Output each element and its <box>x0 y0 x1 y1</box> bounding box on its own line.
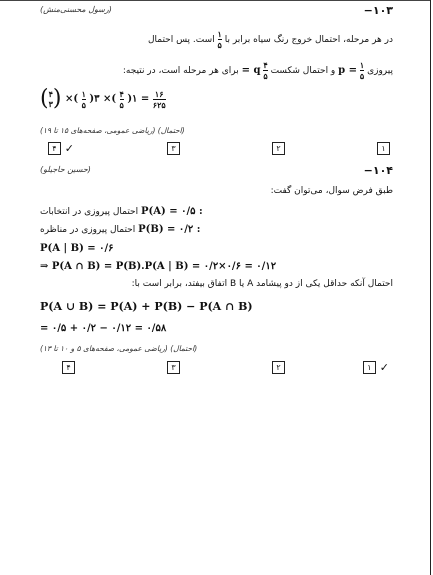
frac-numerator: ۱ <box>81 88 86 99</box>
q103-options <box>40 142 390 156</box>
pb-equation: P(B) = ۰/۲ : <box>138 224 201 235</box>
frac-denominator: ۵ <box>81 99 86 110</box>
binom-bottom: ۳ <box>48 99 53 109</box>
option-number-box: ۴ <box>62 361 75 374</box>
result-fraction <box>153 90 166 109</box>
frac-denominator: ۵ <box>263 71 268 81</box>
q103-option-3[interactable] <box>167 142 180 154</box>
q104-line4: ⇒ P(A ∩ B) = P(B).P(A | B) = ۰/۲×۰/۶ = ۰/۱۲ <box>40 261 277 272</box>
frac-denominator: ۵ <box>119 99 124 110</box>
q104-line5: احتمال آنکه حداقل یکی از دو پیشامد A یا B اتفاق بیفتد، برابر است با: <box>131 279 393 289</box>
pa-equation: P(A) = ۰/۵ : <box>141 206 203 217</box>
q-fraction <box>263 61 267 80</box>
q104-reference: (احتمال) (ریاضی عمومی، صفحه‌های ۵ و ۱۰ تا ۱۳) <box>40 344 198 353</box>
q103-line1 <box>40 30 393 49</box>
frac-denominator: ۵ <box>217 40 222 50</box>
q104-option-3[interactable] <box>167 361 180 373</box>
frac-numerator: ۱ <box>359 60 365 70</box>
q103-option-1[interactable] <box>377 142 390 154</box>
option-number-box: ۳ <box>167 142 180 155</box>
q103-line1-b: است. پس احتمال <box>147 35 215 45</box>
option-number-box: ۱ <box>377 142 390 155</box>
option-number-box: ۴ <box>48 142 61 155</box>
q104-options <box>40 361 390 375</box>
option-number-box: ۳ <box>167 361 180 374</box>
q104-line2 <box>40 224 393 235</box>
q104-option-1[interactable] <box>363 361 390 373</box>
check-mark-icon: ✓ <box>379 361 389 374</box>
q103-line2-a: پیروزی <box>367 66 393 76</box>
times-open-1: ×( <box>64 93 79 105</box>
binomial-coefficient: ( ۴ ۳ ) <box>40 86 62 111</box>
q103-binomial-formula <box>40 88 166 110</box>
q103-header <box>40 4 393 18</box>
q103-option-2[interactable] <box>272 142 285 154</box>
binom-top: ۴ <box>48 89 53 99</box>
check-mark-icon: ✓ <box>64 142 74 155</box>
exp-close-2: )۱ = <box>127 93 150 105</box>
frac-denominator: ۵ <box>359 71 365 81</box>
q104-author: (حسین حاجیلو) <box>40 165 91 174</box>
q104-option-4[interactable] <box>62 361 75 373</box>
q103-reference: (احتمال) (ریاضی عمومی، صفحه‌های ۱۵ تا ۱۹) <box>40 126 185 135</box>
q103-black-prob-fraction <box>218 30 222 49</box>
q104-line3: P(A | B) = ۰/۶ <box>40 243 114 254</box>
frac-numerator: ۴ <box>263 60 268 70</box>
pb-text: احتمال پیروزی در مناظره <box>40 225 136 235</box>
option-number-box: ۱ <box>363 361 376 374</box>
q103-number: −۱۰۳ <box>363 4 393 17</box>
option-number-box: ۲ <box>272 142 285 155</box>
four-fifths-fraction <box>120 90 124 109</box>
p-fraction <box>360 61 364 80</box>
q103-author: (رسول محسنی‌منش) <box>40 5 112 14</box>
p-label: p = <box>338 65 358 76</box>
top-rule <box>0 0 431 1</box>
q104-option-2[interactable] <box>272 361 285 373</box>
frac-numerator: ۴ <box>119 88 124 99</box>
q103-line1-a: در هر مرحله، احتمال خروج رنگ سیاه برابر با <box>224 35 393 45</box>
q-label: = q <box>241 65 261 76</box>
q104-number: −۱۰۴ <box>363 164 393 177</box>
q103-line2-b: و احتمال شکست <box>270 66 336 76</box>
q104-line6: P(A ∪ B) = P(A) + P(B) − P(A ∩ B) <box>40 300 253 313</box>
frac-denominator: ۶۲۵ <box>152 99 166 110</box>
pa-text: احتمال پیروزی در انتخابات <box>40 207 139 217</box>
q103-option-4[interactable] <box>48 142 75 154</box>
q104-line1 <box>40 206 393 217</box>
q103-line2-c: برای هر مرحله است، در نتیجه: <box>122 66 239 76</box>
q104-intro: طبق فرض سوال، می‌توان گفت: <box>270 186 393 196</box>
q104-header <box>40 164 393 178</box>
frac-numerator: ۱۶ <box>154 88 164 99</box>
option-number-box: ۲ <box>272 361 285 374</box>
right-margin-rule <box>430 0 431 575</box>
q104-line7: = ۰/۵ + ۰/۲ − ۰/۱۲ = ۰/۵۸ <box>40 323 167 334</box>
one-fifth-fraction <box>82 90 86 109</box>
exp-open-2: )۳ ×( <box>89 93 117 105</box>
frac-numerator: ۱ <box>217 29 222 39</box>
q103-line2 <box>40 61 393 80</box>
